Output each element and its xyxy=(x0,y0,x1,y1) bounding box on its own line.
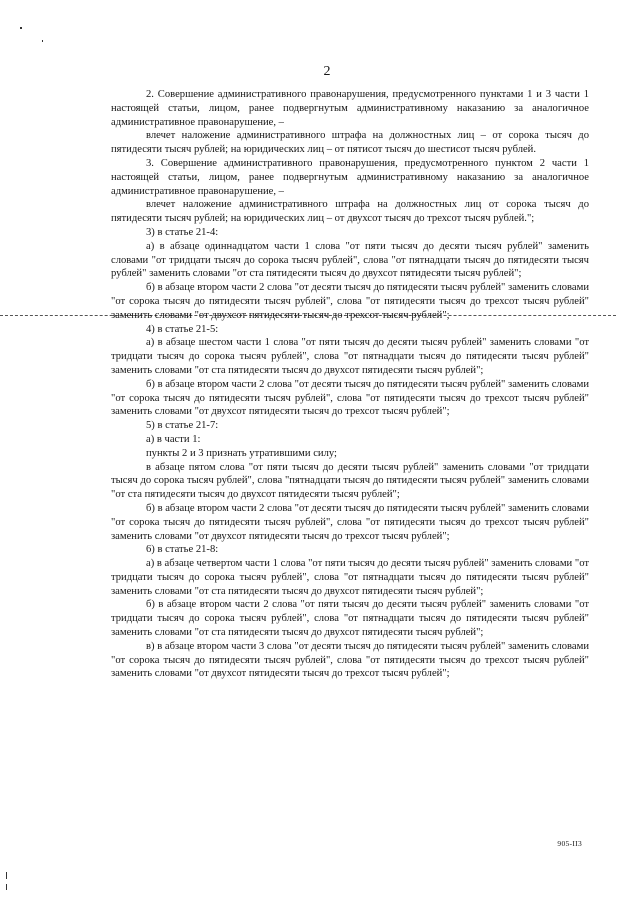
paragraph: а) в абзаце четвертом части 1 слова "от пяти тысяч до десяти тысяч рублей" заменить словами "от тридцати тысяч до сорока тысяч рублей", слова "от пятнадцати тысяч до пятидесяти тысяч рублей" заменить словами "от ста пятидесяти тысяч до двухсот пятидесяти тысяч рублей"; xyxy=(111,558,589,597)
page-number: 2 xyxy=(323,64,331,79)
paragraph: 6) в статье 21-8: xyxy=(146,544,219,556)
scan-speck xyxy=(6,884,7,890)
paragraph: 3) в статье 21-4: xyxy=(146,226,219,238)
scan-speck xyxy=(6,872,7,879)
paragraph: 3. Совершение административного правонарушения, предусмотренного пунктом 2 части 1 настоящей статьи, лицом, ранее подвергнутым административному наказанию за аналогичное административное правонарушение, – xyxy=(111,157,589,197)
paragraph: в абзаце пятом слова "от пяти тысяч до десяти тысяч рублей" заменить словами "от тридцати тысяч до сорока тысяч рублей", слова "пятнадцати тысяч до пятидесяти тысяч рублей" заменить словами "от ста пятидесяти тысяч до двухсот пятидесяти тысяч рублей"; xyxy=(111,461,589,501)
paragraph: влечет наложение административного штрафа на должностных лиц от сорока тысяч до пятидесяти тысяч рублей; на юридических лиц – от двухсот тысяч до трехсот тысяч рублей."; xyxy=(111,199,589,225)
paragraph: 4) в статье 21-5: xyxy=(146,323,219,335)
body-text xyxy=(111,88,589,681)
paragraph: б) в абзаце втором части 2 слова "от пяти тысяч до десяти тысяч рублей" заменить словами "от тридцати тысяч до сорока тысяч рублей", слова "от пятнадцати тысяч до пятидесяти тысяч рублей" заменить словами "от ста пятидесяти тысяч до двухсот пятидесяти тысяч рублей"; xyxy=(111,599,589,639)
paragraph: влечет наложение административного штрафа на должностных лиц – от сорока тысяч до пятидесяти тысяч рублей; на юридических лиц – от пятисот тысяч до шестисот тысяч рублей. xyxy=(111,130,589,156)
scan-speck xyxy=(42,40,43,42)
paragraph: 5) в статье 21-7: xyxy=(146,420,219,432)
paragraph: а) в абзаце шестом части 1 слова "от пяти тысяч до десяти тысяч рублей" заменить словами "от тридцати тысяч до сорока тысяч рублей", слова "от пятнадцати тысяч до пятидесяти тысяч рублей" заменить словами "от ста пятидесяти тысяч до двухсот пятидесяти тысяч рублей"; xyxy=(111,337,589,376)
paragraph: пункты 2 и 3 признать утратившими силу; xyxy=(146,447,337,459)
paragraph: б) в абзаце втором части 2 слова "от десяти тысяч до пятидесяти тысяч рублей" заменить словами "от сорока тысяч до пятидесяти тысяч рублей", слова "от пятидесяти тысяч до трехсот тысяч рублей" заменить словами "от двухсот пятидесяти тысяч до трехсот тысяч рублей"; xyxy=(111,282,589,321)
paragraph: а) в части 1: xyxy=(146,433,201,445)
paragraph: а) в абзаце одиннадцатом части 1 слова "от пяти тысяч до десяти тысяч рублей" заменить словами "от тридцати тысяч до сорока тысяч рублей", слова "от пятнадцати тысяч до пятидесяти тысяч рублей" заменить словами "от ста пятидесяти тысяч до двухсот пятидесяти тысяч рублей"; xyxy=(111,240,589,280)
paragraph: в) в абзаце втором части 3 слова "от десяти тысяч до пятидесяти тысяч рублей" заменить словами "от сорока тысяч до пятидесяти тысяч рублей", слова "от пятидесяти тысяч до трехсот тысяч рублей" заменить словами "от двухсот пятидесяти тысяч до трехсот тысяч рублей"; xyxy=(111,640,589,680)
scan-speck xyxy=(20,27,22,29)
paragraph: б) в абзаце втором части 2 слова "от десяти тысяч до пятидесяти тысяч рублей" заменить словами "от сорока тысяч до пятидесяти тысяч рублей", слова "от пятидесяти тысяч до трехсот тысяч рублей" заменить словами "от двухсот пятидесяти тысяч до трехсот тысяч рублей"; xyxy=(111,378,589,418)
document-code: 905-II3 xyxy=(557,839,582,848)
paragraph: б) в абзаце втором части 2 слова "от десяти тысяч до пятидесяти тысяч рублей" заменить словами "от сорока тысяч до пятидесяти тысяч рублей", слова "от пятидесяти тысяч до трехсот тысяч рублей" заменить словами "от двухсот пятидесяти тысяч до трехсот тысяч рублей"; xyxy=(111,502,589,542)
paragraph: 2. Совершение административного правонарушения, предусмотренного пунктами 1 и 3 части 1 настоящей статьи, лицом, ранее подвергнутым административному наказанию за аналогичное административное правонарушение, – xyxy=(111,89,589,128)
